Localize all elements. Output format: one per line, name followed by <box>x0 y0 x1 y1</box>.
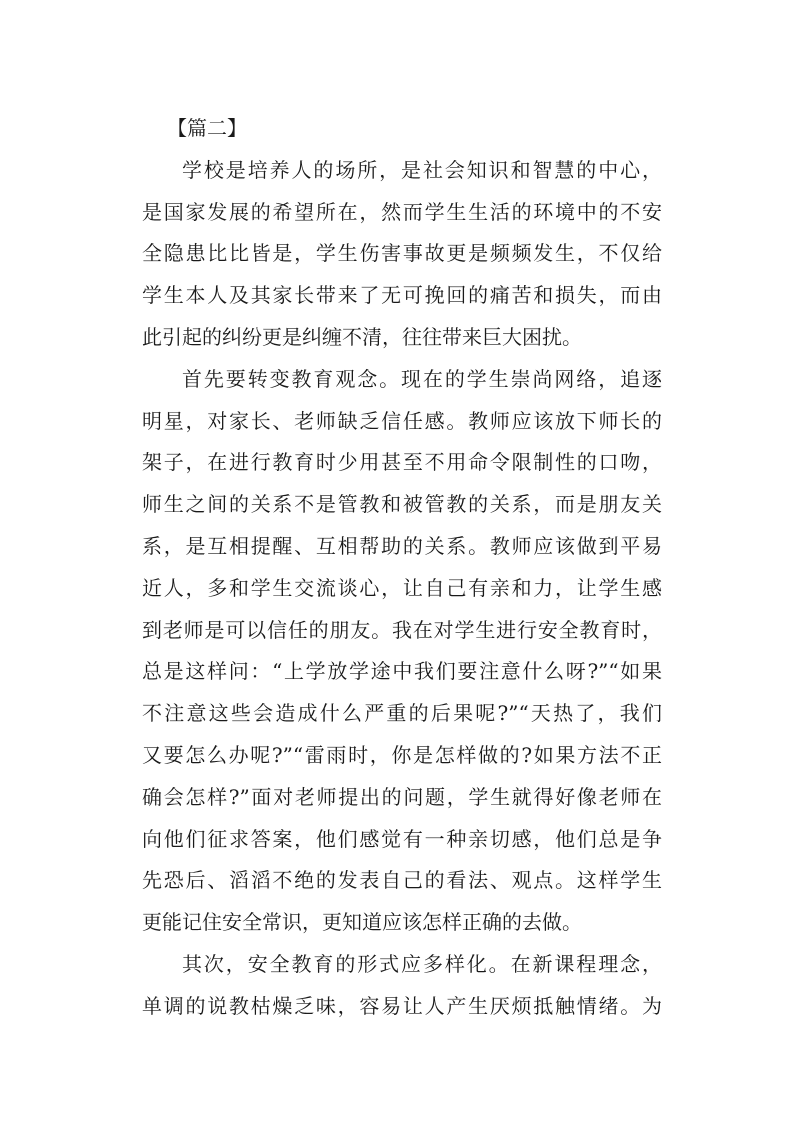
section-heading: 【篇二】 <box>167 116 247 140</box>
paragraph-line: 确会怎样?”面对老师提出的问题，学生就得好像老师在 <box>142 784 662 809</box>
paragraph-line: 系，是互相提醒、互相帮助的关系。教师应该做到平易 <box>142 533 662 558</box>
paragraph-line: 到老师是可以信任的朋友。我在对学生进行安全教育时， <box>142 617 662 642</box>
paragraph-line: 先恐后、滔滔不绝的发表自己的看法、观点。这样学生 <box>142 868 662 893</box>
paragraph-line: 又要怎么办呢?”“雷雨时，你是怎样做的?如果方法不正 <box>142 742 662 767</box>
paragraph-1 <box>142 150 662 359</box>
paragraph-line: 学生本人及其家长带来了无可挽回的痛苦和损失，而由 <box>142 283 662 308</box>
paragraph-line: 是国家发展的希望所在，然而学生生活的环境中的不安 <box>142 199 662 224</box>
paragraph-line: 更能记住安全常识，更知道应该怎样正确的去做。 <box>142 910 582 935</box>
paragraph-line: 首先要转变教育观念。现在的学生崇尚网络，追逐 <box>182 366 662 391</box>
paragraph-line: 学校是培养人的场所，是社会知识和智慧的中心， <box>182 157 662 182</box>
paragraph-line: 总是这样问：“上学放学途中我们要注意什么呀?”“如果 <box>142 659 662 684</box>
paragraph-line: 其次，安全教育的形式应多样化。在新课程理念， <box>182 951 662 976</box>
paragraph-line: 架子，在进行教育时少用甚至不用命令限制性的口吻， <box>142 450 662 475</box>
document-body <box>142 108 662 1028</box>
paragraph-line: 师生之间的关系不是管教和被管教的关系，而是朋友关 <box>142 492 662 517</box>
paragraph-3 <box>142 944 662 1028</box>
paragraph-line: 不注意这些会造成什么严重的后果呢?”“天热了，我们 <box>142 701 662 726</box>
paragraph-line: 近人，多和学生交流谈心，让自己有亲和力，让学生感 <box>142 575 662 600</box>
paragraph-line: 向他们征求答案，他们感觉有一种亲切感，他们总是争 <box>142 826 662 851</box>
paragraph-line: 全隐患比比皆是，学生伤害事故更是频频发生，不仅给 <box>142 241 662 266</box>
paragraph-line: 明星，对家长、老师缺乏信任感。教师应该放下师长的 <box>142 408 662 433</box>
paragraph-line: 单调的说教枯燥乏味，容易让人产生厌烦抵触情绪。为 <box>142 993 662 1018</box>
paragraph-2 <box>142 359 662 944</box>
paragraph-line: 此引起的纠纷更是纠缠不清，往往带来巨大困扰。 <box>142 324 582 349</box>
